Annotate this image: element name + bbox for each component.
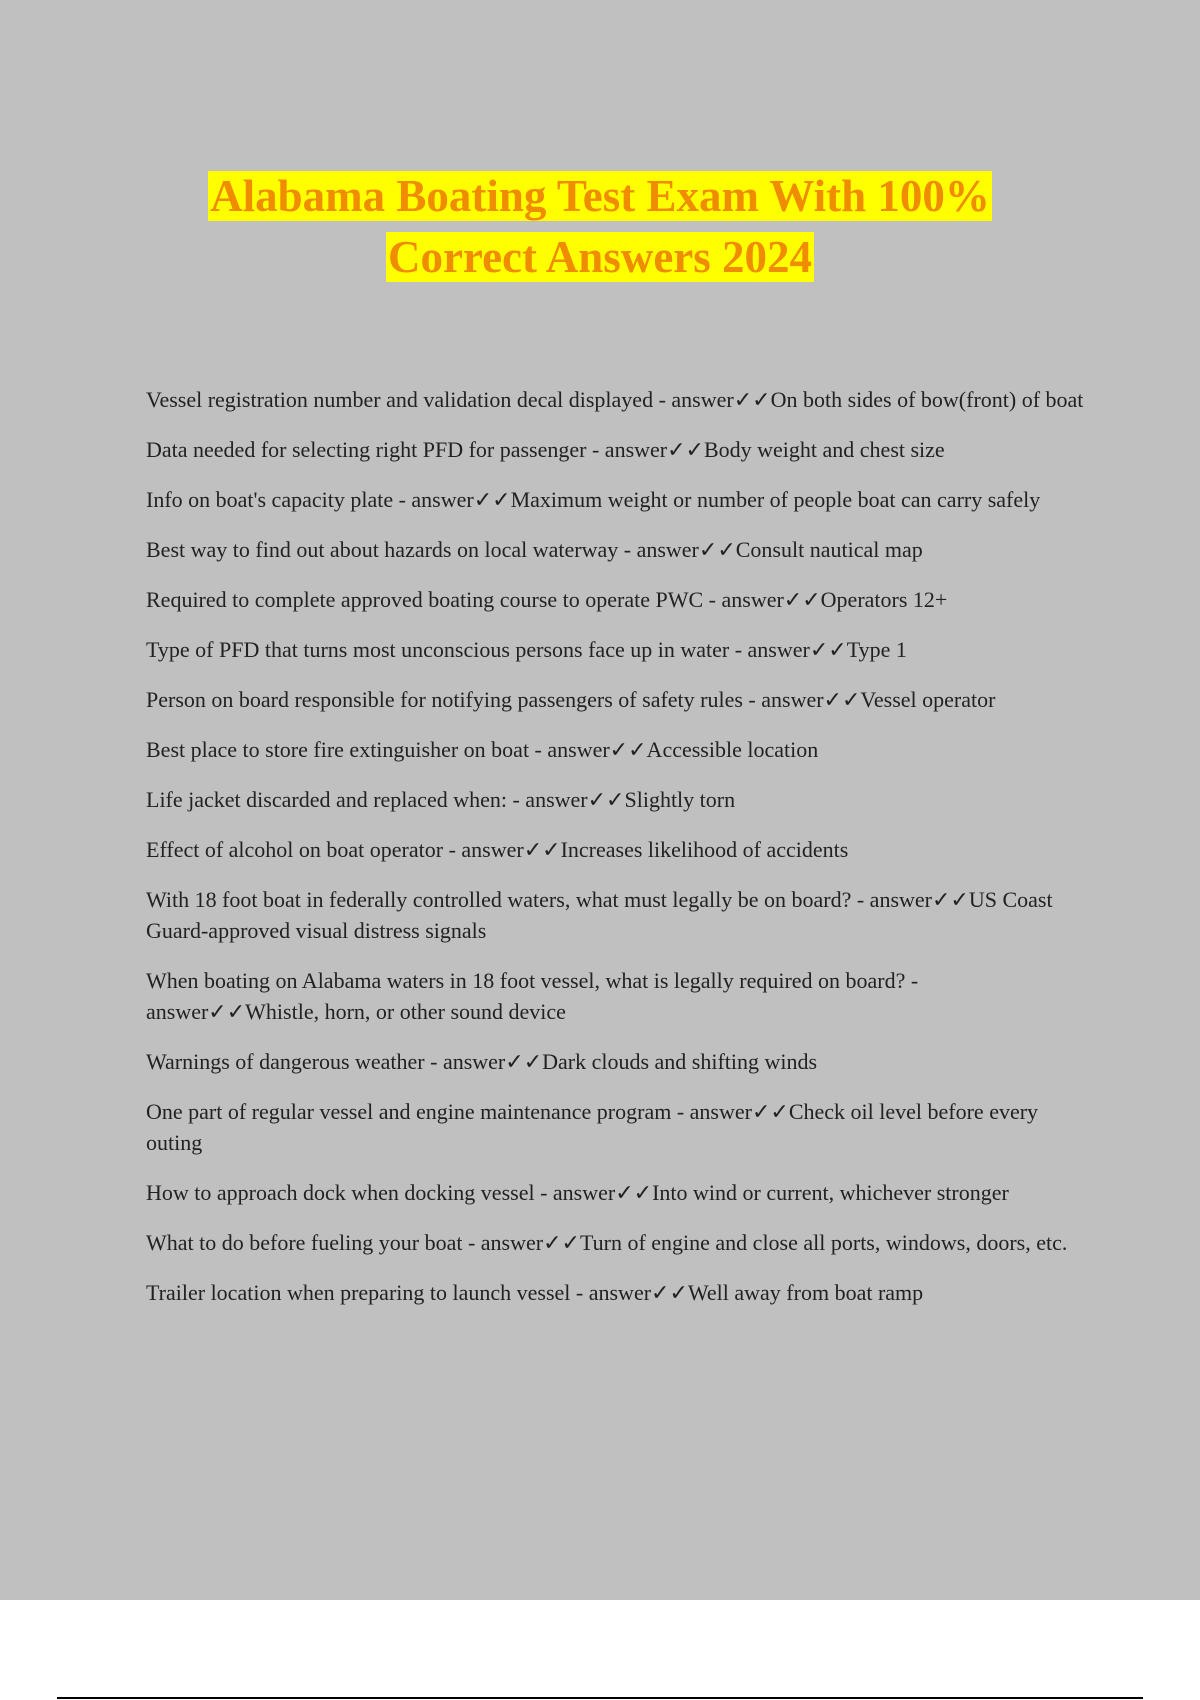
title-line-1: Alabama Boating Test Exam With 100%: [210, 171, 990, 221]
footer-divider: [57, 1697, 1143, 1699]
qa-item: Trailer location when preparing to launch vessel - answer✓✓Well away from boat ramp: [146, 1280, 924, 1305]
qa-item: Person on board responsible for notifying passengers of safety rules - answer✓✓Vessel operator: [146, 687, 996, 712]
qa-item: What to do before fueling your boat - answer✓✓Turn of engine and close all ports, windows, doors, etc.: [146, 1230, 1068, 1255]
qa-item: Best place to store fire extinguisher on boat - answer✓✓Accessible location: [146, 737, 819, 762]
qa-item: Effect of alcohol on boat operator - answer✓✓Increases likelihood of accidents: [146, 837, 849, 862]
qa-item: Life jacket discarded and replaced when: - answer✓✓Slightly torn: [146, 787, 736, 812]
question-answer-list: [146, 384, 1086, 1327]
qa-item: Info on boat's capacity plate - answer✓✓Maximum weight or number of people boat can carry safely: [146, 487, 1041, 512]
title-line-2: Correct Answers 2024: [387, 232, 813, 282]
qa-item: Type of PFD that turns most unconscious persons face up in water - answer✓✓Type 1: [146, 637, 907, 662]
qa-item: One part of regular vessel and engine maintenance program - answer✓✓Check oil level before every outing: [146, 1099, 1039, 1155]
qa-item: Data needed for selecting right PFD for passenger - answer✓✓Body weight and chest size: [146, 437, 945, 462]
qa-item: Best way to find out about hazards on local waterway - answer✓✓Consult nautical map: [146, 537, 923, 562]
qa-item: When boating on Alabama waters in 18 foot vessel, what is legally required on board? - answer✓✓Whistle, horn, or other sound device: [146, 968, 919, 1024]
qa-item: How to approach dock when docking vessel - answer✓✓Into wind or current, whichever stronger: [146, 1180, 1009, 1205]
qa-item: Required to complete approved boating course to operate PWC - answer✓✓Operators 12+: [146, 587, 948, 612]
qa-item: Vessel registration number and validation decal displayed - answer✓✓On both sides of bow(front) of boat: [146, 387, 1084, 412]
qa-item: With 18 foot boat in federally controlled waters, what must legally be on board? - answer✓✓US Coast Guard-approved visual distress signals: [146, 887, 1053, 943]
document-title: [0, 166, 1200, 288]
qa-item: Warnings of dangerous weather - answer✓✓Dark clouds and shifting winds: [146, 1049, 818, 1074]
